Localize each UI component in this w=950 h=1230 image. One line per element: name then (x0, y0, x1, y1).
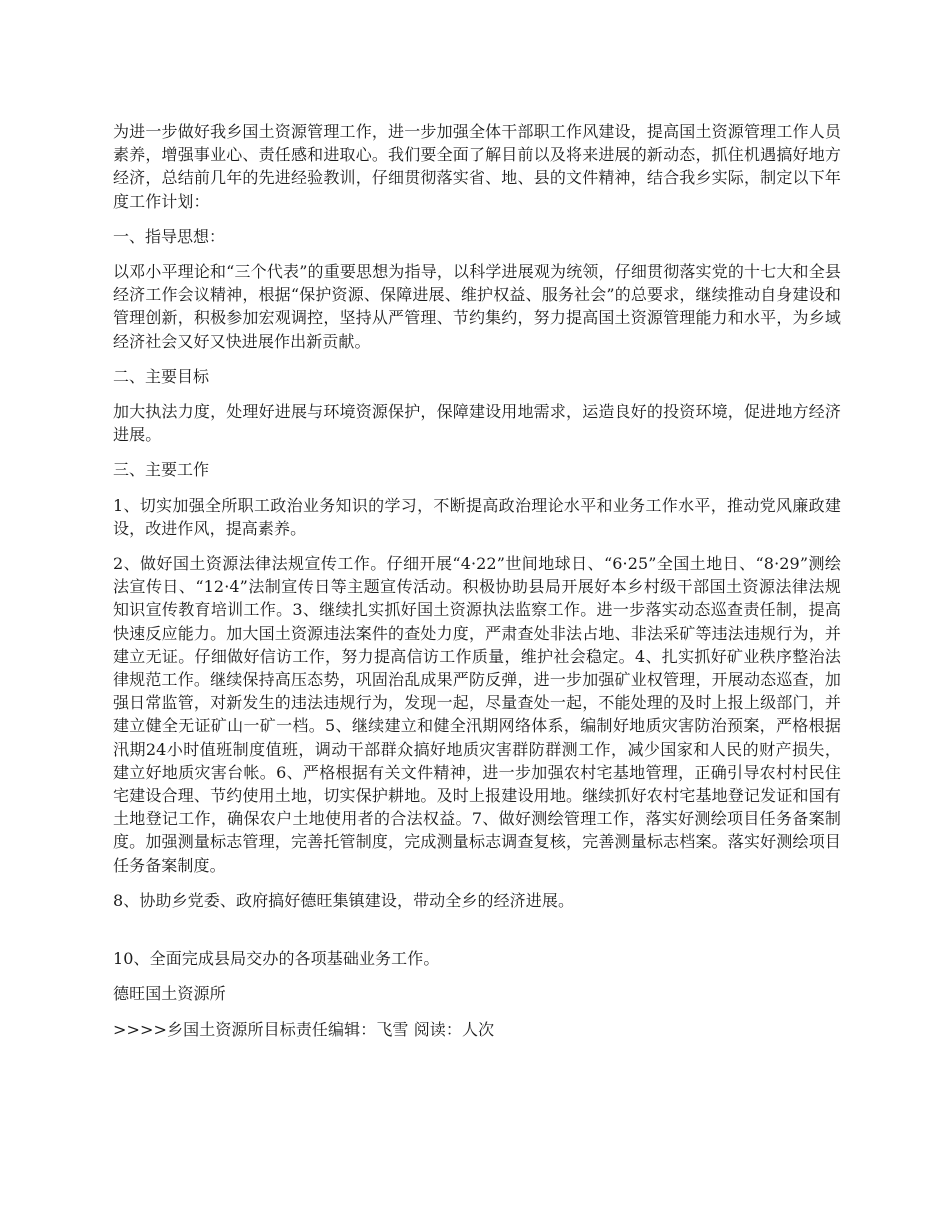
section-heading-main-goals: 二、主要目标 (113, 366, 210, 386)
blank-spacer (113, 924, 841, 947)
signature: 德旺国土资源所 (113, 984, 226, 1004)
main-goals-paragraph: 加大执法力度，处理好进展与环境资源保护，保障建设用地需求，运造良好的投资环境，促进地方经济进展。 (113, 402, 841, 445)
section-heading-guiding-thought: 一、指导思想： (113, 226, 226, 246)
footer-line: >>>>乡国土资源所目标责任编辑：飞雪 阅读：人次 (113, 1019, 495, 1039)
section-heading-main-work: 三、主要工作 (113, 460, 210, 480)
work-item-10: 10、全面完成县局交办的各项基础业务工作。 (113, 949, 440, 969)
work-item-2-7: 2、做好国土资源法律法规宣传工作。仔细开展“4·22”世间地球日、“6·25”全国土地日、“8·29”测绘法宣传日、“12·4”法制宣传日等主题宣传活动。积极协助县局开展好本乡村级干部国土资源法律法规知识宣传教育培训工作。3、继续扎实抓好国土资源执法监察工作。进一步落实动态巡查责任制，提高快速反应能力。加大国土资源违法案件的查处力度，严肃查处非法占地、非法采矿等违法违规行为，并建立无证。仔细做好信访工作，努力提高信访工作质量，维护社会稳定。4、扎实抓好矿业秩序整治法律规范工作。继续保持高压态势，巩固治乱成果严防反弹，进一步加强矿业权管理，开展动态巡查，加强日常监管，对新发生的违法违规行为，发现一起，尽量查处一起，不能处理的及时上报上级部门，并建立健全无证矿山一矿一档。5、继续建立和健全汛期网络体系，编制好地质灾害防治预案，严格根据汛期24小时值班制度值班，调动干部群众搞好地质灾害群防群测工作，减少国家和人民的财产损失，建立好地质灾害台帐。6、严格根据有关文件精神，进一步加强农村宅基地管理，正确引导农村村民住宅建设合理、节约使用土地，切实保护耕地。及时上报建设用地。继续抓好农村宅基地登记发证和国有土地登记工作，确保农户土地使用者的合法权益。7、做好测绘管理工作，落实好测绘项目任务备案制度。加强测量标志管理，完善托管制度，完成测量标志调查复核，完善测量标志档案。落实好测绘项目任务备案制度。 (113, 554, 841, 875)
document-body (113, 120, 841, 1053)
work-item-8: 8、协助乡党委、政府搞好德旺集镇建设，带动全乡的经济进展。 (113, 890, 575, 910)
work-item-1: 1、切实加强全所职工政治业务知识的学习，不断提高政治理论水平和业务工作水平，推动党风廉政建设，改进作风，提高素养。 (113, 495, 841, 538)
intro-paragraph: 为进一步做好我乡国土资源管理工作，进一步加强全体干部职工作风建设，提高国土资源管理工作人员素养，增强事业心、责任感和进取心。我们要全面了解目前以及将来进展的新动态，抓住机遇搞好地方经济，总结前几年的先进经验教训，仔细贯彻落实省、地、县的文件精神，结合我乡实际，制定以下年度工作计划： (113, 122, 841, 211)
guiding-thought-paragraph: 以邓小平理论和“三个代表”的重要思想为指导，以科学进展观为统领，仔细贯彻落实党的十七大和全县经济工作会议精神，根据“保护资源、保障进展、维护权益、服务社会”的总要求，继续推动自身建设和管理创新，积极参加宏观调控，坚持从严管理、节约集约，努力提高国土资源管理能力和水平，为乡域经济社会又好又快进展作出新贡献。 (113, 262, 841, 351)
